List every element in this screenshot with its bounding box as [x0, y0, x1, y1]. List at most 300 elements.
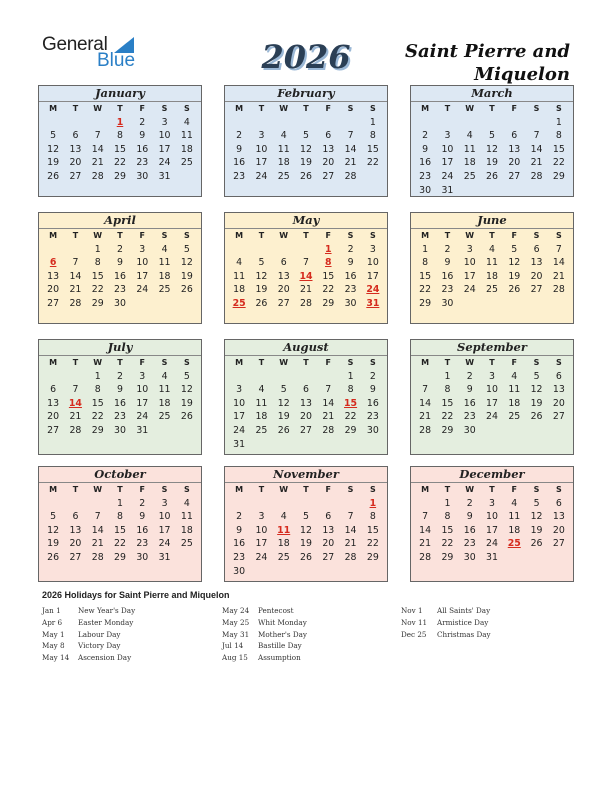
day-cell: 19 [530, 397, 543, 409]
day-cell: 28 [91, 170, 104, 182]
day-cell: 2 [466, 497, 473, 509]
weekday-header: S [161, 231, 168, 240]
day-cell: 9 [236, 143, 243, 155]
day-cell: 20 [322, 538, 335, 550]
day-cell: 3 [161, 116, 168, 128]
day-cell: 13 [322, 143, 335, 155]
day-cell: 25 [486, 284, 498, 296]
day-cell: 16 [344, 270, 357, 282]
day-cell: 18 [180, 143, 193, 155]
day-cell: 5 [511, 243, 518, 255]
day-cell: 14 [91, 524, 104, 536]
day-cell: 4 [183, 497, 190, 509]
month-name: June [411, 213, 573, 229]
month-name: September [411, 340, 573, 356]
weekday-header: T [444, 358, 451, 367]
day-cell: 19 [300, 538, 312, 550]
empty-cell [273, 497, 295, 511]
day-cell: 1 [555, 116, 562, 128]
empty-cell [295, 116, 317, 130]
day-cell: 20 [300, 411, 312, 423]
weekday-header: F [139, 358, 146, 367]
empty-cell [228, 370, 250, 384]
holiday-date: Nov 1 [401, 606, 423, 615]
day-cell: 5 [280, 384, 287, 396]
day-cell: 7 [72, 257, 79, 269]
weekday-header: F [325, 358, 332, 367]
holiday-entry [401, 605, 491, 617]
holiday-day-cell: 25 [507, 538, 521, 550]
weekday-header: T [117, 104, 123, 113]
day-cell: 7 [72, 384, 79, 396]
day-cell: 3 [466, 243, 473, 255]
day-cell: 22 [344, 411, 357, 423]
weekday-header: T [303, 104, 309, 113]
day-cell: 31 [158, 551, 171, 563]
holiday-day-cell: 15 [344, 397, 358, 409]
holiday-date: May 8 [42, 641, 65, 651]
day-cell: 15 [91, 270, 104, 282]
day-cell: 14 [91, 143, 104, 155]
day-cell: 13 [47, 270, 60, 282]
day-cell: 26 [300, 551, 312, 563]
day-cell: 16 [233, 157, 246, 169]
holiday-name: Ascension Day [78, 653, 132, 663]
weekday-header: T [303, 358, 309, 367]
day-cell: 28 [552, 284, 565, 296]
weekday-header: W [93, 358, 103, 367]
day-cell: 21 [552, 270, 565, 282]
day-cell: 13 [508, 143, 521, 155]
day-cell: 26 [530, 411, 543, 423]
weekday-header: T [489, 485, 495, 494]
holiday-day-cell: 1 [325, 243, 332, 255]
holiday-date: Jan 1 [42, 606, 61, 615]
day-cell: 13 [530, 257, 543, 269]
day-cell: 17 [486, 397, 498, 409]
day-cell: 16 [419, 157, 432, 169]
day-cell: 28 [69, 297, 82, 309]
month-july [38, 339, 202, 455]
weekday-header: T [444, 231, 451, 240]
holiday-entry [42, 640, 135, 652]
weekday-header: M [49, 485, 58, 494]
day-cell: 27 [530, 284, 543, 296]
weekday-header: W [279, 358, 289, 367]
day-cell: 28 [322, 424, 335, 436]
day-cell: 17 [233, 411, 246, 423]
day-cell: 18 [486, 270, 498, 282]
day-cell: 4 [183, 116, 190, 128]
day-cell: 4 [280, 130, 287, 142]
day-cell: 2 [139, 116, 146, 128]
weekday-header: T [303, 485, 309, 494]
weekday-header: F [325, 104, 332, 113]
day-cell: 4 [280, 511, 287, 523]
day-cell: 26 [255, 297, 268, 309]
weekday-header: M [235, 485, 244, 494]
day-cell: 18 [180, 524, 193, 536]
day-cell: 23 [441, 284, 454, 296]
day-grid [225, 483, 387, 578]
day-cell: 9 [466, 384, 473, 396]
empty-cell [414, 370, 436, 384]
day-cell: 11 [180, 511, 193, 523]
day-cell: 16 [441, 270, 454, 282]
day-cell: 26 [180, 411, 193, 423]
day-cell: 21 [344, 538, 357, 550]
day-cell: 9 [466, 511, 473, 523]
weekday-header: F [511, 358, 518, 367]
weekday-header: S [369, 231, 376, 240]
day-cell: 5 [183, 243, 190, 255]
weekday-header: M [421, 231, 430, 240]
month-name: March [411, 86, 573, 102]
holiday-date: Apr 6 [42, 617, 63, 627]
empty-cell [87, 116, 109, 130]
day-cell: 1 [444, 370, 451, 382]
day-cell: 19 [255, 284, 268, 296]
day-cell: 10 [366, 257, 379, 269]
day-cell: 22 [441, 538, 454, 550]
day-cell: 25 [463, 170, 476, 182]
day-cell: 7 [347, 130, 354, 142]
day-cell: 30 [136, 170, 149, 182]
day-cell: 7 [303, 257, 309, 269]
day-cell: 16 [233, 538, 246, 550]
weekday-header: M [49, 358, 58, 367]
day-cell: 17 [463, 270, 476, 282]
holiday-name: All Saints' Day [437, 606, 491, 615]
weekday-header: W [93, 485, 103, 494]
day-cell: 19 [180, 270, 193, 282]
holiday-day-cell: 6 [49, 257, 57, 269]
month-november [224, 466, 388, 582]
day-cell: 20 [47, 411, 60, 423]
weekday-header: W [279, 485, 289, 494]
day-cell: 20 [322, 157, 335, 169]
day-cell: 25 [180, 157, 193, 169]
day-cell: 6 [555, 497, 562, 509]
holiday-name: Pentecost [258, 606, 294, 615]
holidays-title: 2026 Holidays for Saint Pierre and Miquelon [42, 590, 230, 600]
day-grid [225, 229, 387, 311]
empty-cell [295, 243, 317, 257]
day-cell: 6 [72, 511, 79, 523]
day-cell: 1 [94, 370, 101, 382]
weekday-header: F [511, 104, 518, 113]
day-cell: 24 [136, 411, 149, 423]
day-cell: 20 [552, 524, 565, 536]
day-cell: 9 [117, 257, 123, 269]
day-cell: 16 [463, 524, 476, 536]
day-cell: 12 [300, 143, 312, 155]
day-cell: 20 [69, 538, 82, 550]
day-cell: 31 [486, 551, 498, 563]
holiday-entry [42, 617, 135, 629]
holiday-entry [222, 605, 307, 617]
day-cell: 23 [114, 284, 126, 296]
day-cell: 30 [441, 297, 454, 309]
day-cell: 15 [419, 270, 432, 282]
day-cell: 2 [444, 243, 451, 255]
holiday-entry [401, 617, 491, 629]
empty-cell [250, 497, 272, 511]
day-cell: 6 [280, 257, 287, 269]
day-cell: 8 [347, 384, 354, 396]
day-cell: 13 [300, 397, 312, 409]
day-cell: 12 [180, 384, 193, 396]
weekday-header: W [465, 104, 475, 113]
day-cell: 9 [139, 130, 146, 142]
day-cell: 8 [117, 130, 123, 142]
weekday-header: M [235, 358, 244, 367]
day-cell: 8 [117, 511, 123, 523]
empty-cell [228, 243, 250, 257]
day-cell: 14 [530, 143, 543, 155]
day-cell: 5 [50, 130, 57, 142]
day-cell: 16 [366, 397, 379, 409]
weekday-header: T [117, 358, 123, 367]
holidays-column-2 [222, 605, 307, 664]
day-cell: 18 [158, 270, 171, 282]
day-cell: 24 [486, 411, 498, 423]
empty-cell [436, 116, 458, 130]
day-cell: 12 [486, 143, 498, 155]
day-cell: 21 [91, 157, 104, 169]
weekday-header: F [139, 485, 146, 494]
month-name: April [39, 213, 201, 229]
day-cell: 4 [489, 243, 495, 255]
day-cell: 3 [161, 497, 168, 509]
weekday-header: T [258, 231, 265, 240]
month-name: January [39, 86, 201, 102]
day-cell: 16 [136, 143, 149, 155]
day-cell: 23 [344, 284, 357, 296]
day-cell: 9 [444, 257, 451, 269]
weekday-header: W [279, 104, 289, 113]
day-cell: 2 [347, 243, 354, 255]
weekday-header: W [465, 358, 475, 367]
day-cell: 23 [233, 551, 246, 563]
weekday-header: W [465, 231, 475, 240]
day-cell: 20 [69, 157, 82, 169]
weekday-header: S [183, 104, 190, 113]
day-cell: 27 [322, 170, 335, 182]
day-cell: 11 [180, 130, 193, 142]
empty-cell [42, 243, 64, 257]
month-name: October [39, 467, 201, 483]
day-cell: 4 [161, 243, 168, 255]
day-cell: 29 [322, 297, 335, 309]
day-cell: 10 [441, 143, 454, 155]
holidays-column-1 [42, 605, 135, 664]
day-cell: 1 [444, 497, 451, 509]
empty-cell [64, 116, 86, 130]
day-cell: 3 [258, 130, 265, 142]
day-cell: 21 [322, 411, 335, 423]
day-cell: 5 [533, 497, 540, 509]
day-cell: 26 [47, 170, 60, 182]
day-cell: 6 [325, 130, 332, 142]
logo-word-general: General [42, 34, 108, 55]
day-cell: 27 [322, 551, 335, 563]
month-name: December [411, 467, 573, 483]
holiday-day-cell: 25 [232, 297, 246, 309]
day-cell: 6 [72, 130, 79, 142]
day-cell: 29 [419, 297, 432, 309]
day-cell: 10 [158, 511, 171, 523]
day-cell: 3 [236, 384, 243, 396]
empty-cell [228, 497, 250, 511]
day-grid [411, 356, 573, 438]
day-cell: 5 [533, 370, 540, 382]
weekday-header: S [555, 104, 562, 113]
weekday-header: M [49, 104, 58, 113]
day-cell: 13 [47, 397, 60, 409]
day-cell: 3 [258, 511, 265, 523]
day-cell: 18 [277, 538, 290, 550]
day-cell: 15 [441, 397, 454, 409]
day-cell: 30 [233, 565, 246, 577]
day-cell: 13 [322, 524, 335, 536]
day-cell: 29 [344, 424, 357, 436]
holiday-name: Christmas Day [437, 629, 491, 639]
day-cell: 7 [94, 511, 101, 523]
day-cell: 6 [303, 384, 309, 396]
day-cell: 10 [486, 384, 498, 396]
day-cell: 18 [158, 397, 171, 409]
weekday-header: S [183, 485, 190, 494]
day-cell: 14 [69, 270, 82, 282]
weekday-header: M [235, 104, 244, 113]
day-cell: 23 [463, 538, 476, 550]
day-cell: 9 [117, 384, 123, 396]
day-cell: 8 [94, 384, 101, 396]
holiday-date: May 14 [42, 653, 70, 663]
day-cell: 2 [369, 370, 376, 382]
holiday-day-cell: 1 [369, 497, 377, 509]
empty-cell [250, 370, 272, 384]
empty-cell [317, 370, 339, 384]
day-cell: 13 [552, 384, 565, 396]
day-cell: 19 [486, 157, 498, 169]
day-cell: 17 [136, 270, 149, 282]
month-february [224, 85, 388, 197]
day-cell: 11 [158, 384, 171, 396]
holiday-entry [222, 629, 307, 641]
day-cell: 30 [419, 184, 432, 196]
holiday-day-cell: 1 [116, 116, 124, 128]
day-cell: 27 [47, 424, 60, 436]
holiday-name: Assumption [258, 653, 301, 663]
day-cell: 29 [91, 424, 104, 436]
day-cell: 1 [117, 497, 123, 509]
day-cell: 26 [277, 424, 290, 436]
day-cell: 27 [47, 297, 60, 309]
day-cell: 3 [369, 243, 376, 255]
weekday-header: F [325, 485, 332, 494]
day-cell: 5 [183, 370, 190, 382]
day-cell: 8 [94, 257, 101, 269]
day-cell: 19 [508, 270, 521, 282]
weekday-header: T [258, 485, 265, 494]
day-cell: 28 [419, 551, 432, 563]
weekday-header: W [93, 104, 103, 113]
day-cell: 11 [508, 384, 521, 396]
day-cell: 23 [463, 411, 476, 423]
holiday-name: Easter Monday [78, 617, 134, 627]
day-cell: 5 [50, 511, 57, 523]
empty-cell [414, 116, 436, 130]
day-cell: 18 [463, 157, 476, 169]
day-cell: 12 [530, 511, 543, 523]
empty-cell [250, 243, 272, 257]
day-cell: 14 [344, 143, 357, 155]
holiday-date: May 1 [42, 629, 65, 639]
weekday-header: T [444, 104, 451, 113]
day-cell: 29 [91, 297, 104, 309]
holidays-column-3 [401, 605, 491, 640]
day-cell: 30 [114, 297, 126, 309]
year-title: 2026 [261, 38, 351, 76]
empty-cell [273, 116, 295, 130]
month-june [410, 212, 574, 324]
day-cell: 2 [236, 511, 243, 523]
day-cell: 15 [114, 524, 126, 536]
day-cell: 5 [489, 130, 495, 142]
day-cell: 24 [441, 170, 454, 182]
empty-cell [42, 370, 64, 384]
day-cell: 22 [441, 411, 454, 423]
day-cell: 17 [136, 397, 149, 409]
day-cell: 9 [422, 143, 429, 155]
day-cell: 31 [441, 184, 454, 196]
day-cell: 10 [255, 524, 268, 536]
day-cell: 14 [419, 524, 432, 536]
holiday-name: Armistice Day [437, 617, 489, 627]
weekday-header: T [72, 358, 79, 367]
month-march [410, 85, 574, 197]
day-cell: 7 [347, 511, 354, 523]
month-april [38, 212, 202, 324]
empty-cell [317, 497, 339, 511]
holiday-date: Aug 15 [222, 653, 248, 663]
day-cell: 4 [511, 497, 518, 509]
weekday-header: T [72, 104, 79, 113]
day-cell: 28 [69, 424, 82, 436]
day-cell: 2 [422, 130, 429, 142]
day-cell: 5 [258, 257, 265, 269]
empty-cell [273, 370, 295, 384]
empty-cell [525, 116, 547, 130]
day-cell: 29 [552, 170, 565, 182]
weekday-header: T [489, 358, 495, 367]
empty-cell [414, 497, 436, 511]
day-cell: 22 [366, 157, 379, 169]
day-cell: 31 [233, 438, 246, 450]
empty-cell [64, 243, 86, 257]
weekday-header: M [421, 358, 430, 367]
empty-cell [64, 370, 86, 384]
day-cell: 22 [114, 157, 126, 169]
month-name: August [225, 340, 387, 356]
empty-cell [42, 497, 64, 511]
day-cell: 26 [486, 170, 498, 182]
day-cell: 8 [422, 257, 429, 269]
day-grid [39, 483, 201, 565]
day-cell: 29 [441, 424, 454, 436]
